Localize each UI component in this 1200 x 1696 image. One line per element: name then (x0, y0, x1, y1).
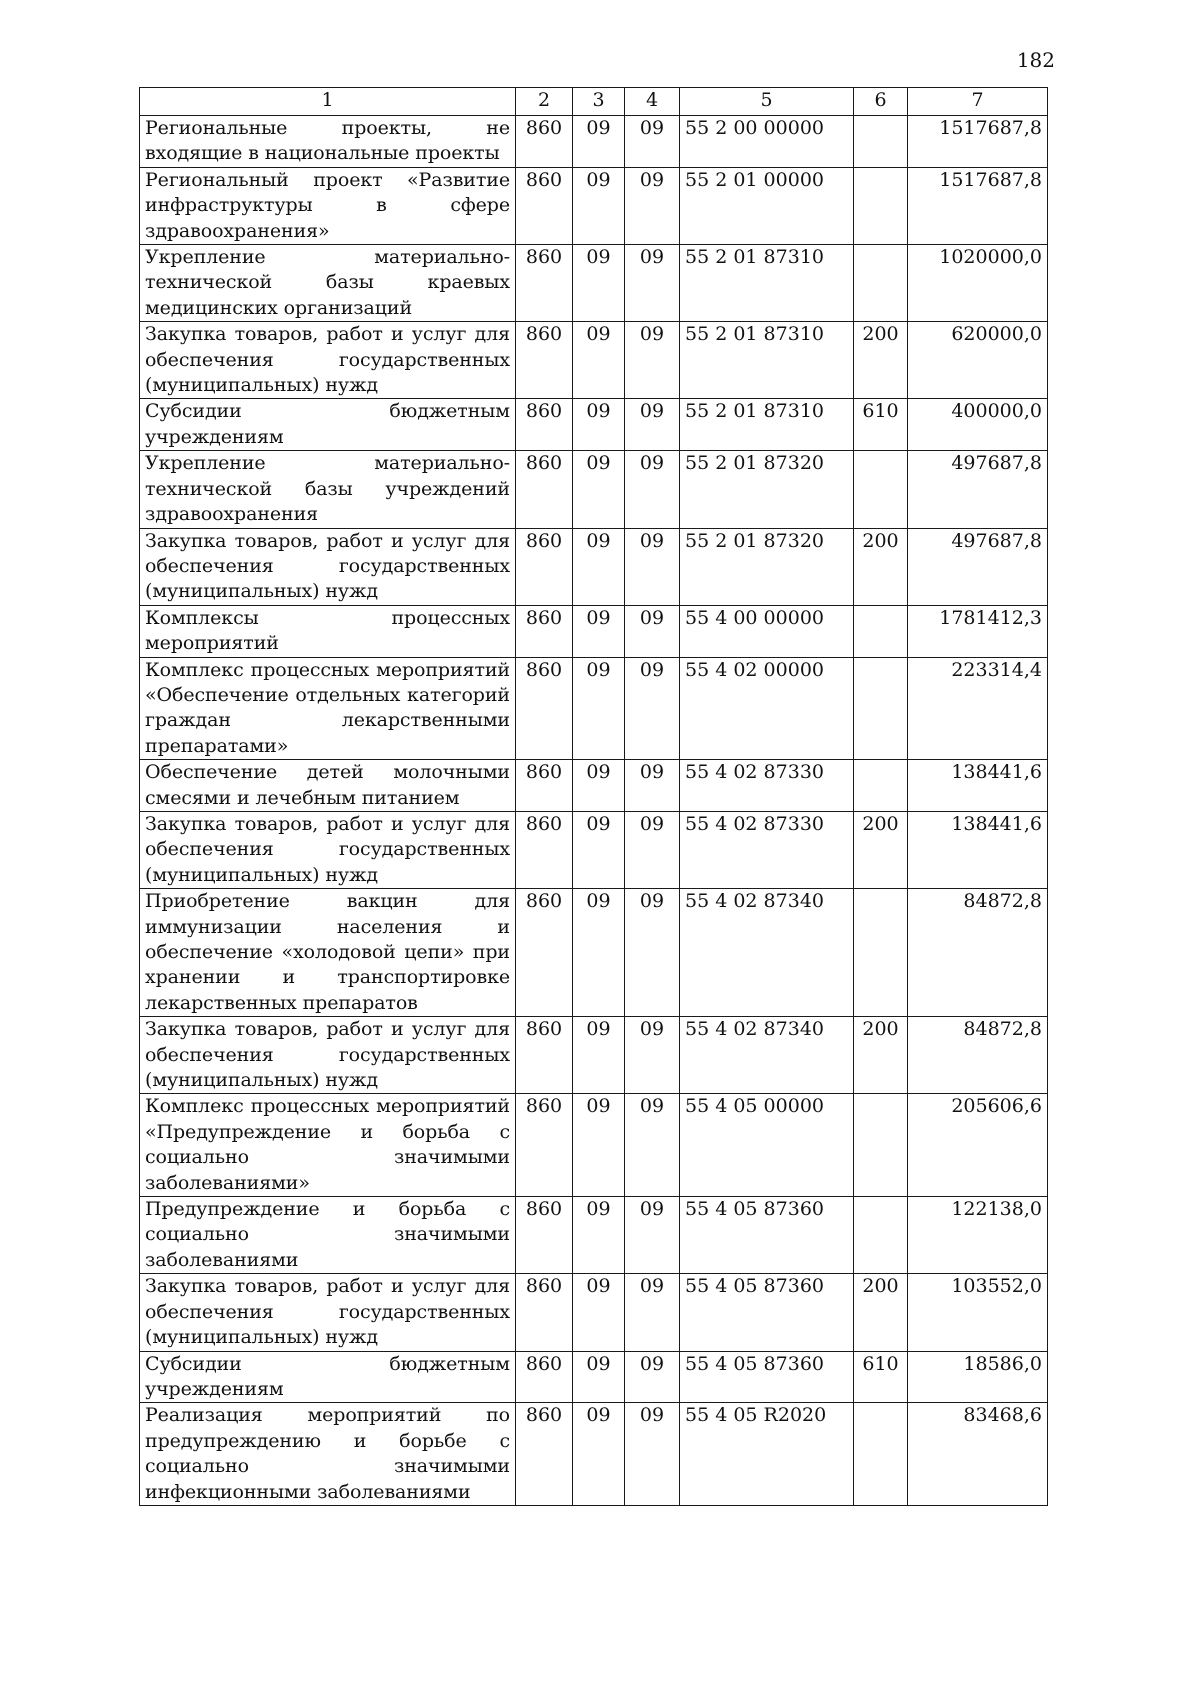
header-col-2: 2 (516, 88, 573, 116)
table-row (140, 116, 1048, 168)
row-col-6: 200 (854, 1274, 908, 1351)
row-col-3: 09 (573, 1274, 625, 1351)
table-row (140, 760, 1048, 812)
row-col-5: 55 4 02 87330 (680, 811, 854, 888)
row-name: Закупка товаров, работ и услуг для обеспечения государственных (муниципальных) нужд (140, 528, 516, 605)
row-col-2: 860 (516, 528, 573, 605)
row-col-3: 09 (573, 811, 625, 888)
row-name: Комплекс процессных мероприятий «Предупреждение и борьба с социально значимыми заболеваниями» (140, 1094, 516, 1197)
row-col-7: 83468,6 (908, 1403, 1048, 1506)
row-col-3: 09 (573, 760, 625, 812)
row-col-7: 1781412,3 (908, 605, 1048, 657)
row-col-2: 860 (516, 1197, 573, 1274)
row-col-4: 09 (625, 889, 680, 1017)
table-row (140, 1403, 1048, 1506)
row-col-6 (854, 451, 908, 528)
row-col-5: 55 4 02 87340 (680, 889, 854, 1017)
row-col-3: 09 (573, 451, 625, 528)
row-name: Закупка товаров, работ и услуг для обеспечения государственных (муниципальных) нужд (140, 1274, 516, 1351)
row-col-4: 09 (625, 1094, 680, 1197)
row-col-7: 205606,6 (908, 1094, 1048, 1197)
table-row (140, 451, 1048, 528)
row-col-6 (854, 116, 908, 168)
table-row (140, 811, 1048, 888)
row-col-5: 55 2 01 87310 (680, 322, 854, 399)
row-col-6 (854, 889, 908, 1017)
row-col-7: 1517687,8 (908, 116, 1048, 168)
row-col-6 (854, 167, 908, 244)
row-col-5: 55 2 01 87320 (680, 528, 854, 605)
row-col-4: 09 (625, 605, 680, 657)
row-col-7: 122138,0 (908, 1197, 1048, 1274)
row-col-4: 09 (625, 1197, 680, 1274)
row-col-4: 09 (625, 1403, 680, 1506)
row-col-2: 860 (516, 1351, 573, 1403)
row-col-5: 55 4 00 00000 (680, 605, 854, 657)
table-row (140, 399, 1048, 451)
row-col-5: 55 2 01 87320 (680, 451, 854, 528)
row-col-6: 200 (854, 528, 908, 605)
row-col-2: 860 (516, 889, 573, 1017)
row-col-3: 09 (573, 657, 625, 760)
table-row (140, 167, 1048, 244)
header-row (140, 88, 1048, 116)
row-name: Региональные проекты, не входящие в национальные проекты (140, 116, 516, 168)
row-name: Укрепление материально-технической базы краевых медицинских организаций (140, 245, 516, 322)
row-name: Предупреждение и борьба с социально значимыми заболеваниями (140, 1197, 516, 1274)
row-col-2: 860 (516, 811, 573, 888)
row-col-3: 09 (573, 245, 625, 322)
row-col-2: 860 (516, 399, 573, 451)
row-col-2: 860 (516, 605, 573, 657)
row-col-2: 860 (516, 116, 573, 168)
page-number: 182 (1016, 48, 1055, 72)
row-col-7: 138441,6 (908, 811, 1048, 888)
row-col-3: 09 (573, 1351, 625, 1403)
row-col-7: 223314,4 (908, 657, 1048, 760)
row-col-6 (854, 760, 908, 812)
row-col-6: 610 (854, 1351, 908, 1403)
row-col-6 (854, 657, 908, 760)
row-col-3: 09 (573, 167, 625, 244)
row-col-3: 09 (573, 528, 625, 605)
table-row (140, 1017, 1048, 1094)
row-col-2: 860 (516, 657, 573, 760)
row-col-6 (854, 245, 908, 322)
row-col-2: 860 (516, 1017, 573, 1094)
row-col-6: 200 (854, 1017, 908, 1094)
row-col-3: 09 (573, 1017, 625, 1094)
row-col-4: 09 (625, 811, 680, 888)
header-col-7: 7 (908, 88, 1048, 116)
row-col-6 (854, 1403, 908, 1506)
row-col-7: 620000,0 (908, 322, 1048, 399)
row-col-4: 09 (625, 1017, 680, 1094)
row-name: Закупка товаров, работ и услуг для обеспечения государственных (муниципальных) нужд (140, 811, 516, 888)
row-col-4: 09 (625, 528, 680, 605)
row-col-4: 09 (625, 1351, 680, 1403)
row-col-4: 09 (625, 322, 680, 399)
row-col-5: 55 4 05 00000 (680, 1094, 854, 1197)
row-col-7: 84872,8 (908, 1017, 1048, 1094)
row-col-3: 09 (573, 1403, 625, 1506)
row-col-5: 55 4 05 87360 (680, 1274, 854, 1351)
row-name: Приобретение вакцин для иммунизации населения и обеспечение «холодовой цепи» при хранении и транспортировке лекарственных препаратов (140, 889, 516, 1017)
row-col-2: 860 (516, 760, 573, 812)
row-col-7: 497687,8 (908, 528, 1048, 605)
row-col-3: 09 (573, 116, 625, 168)
row-col-5: 55 2 01 00000 (680, 167, 854, 244)
row-name: Комплекс процессных мероприятий «Обеспечение отдельных категорий граждан лекарственными препаратами» (140, 657, 516, 760)
row-col-2: 860 (516, 1274, 573, 1351)
header-col-5: 5 (680, 88, 854, 116)
table-row (140, 528, 1048, 605)
table-row (140, 657, 1048, 760)
row-col-5: 55 2 01 87310 (680, 399, 854, 451)
row-col-5: 55 4 02 87340 (680, 1017, 854, 1094)
table-body (140, 116, 1048, 1506)
row-col-4: 09 (625, 167, 680, 244)
header-col-6: 6 (854, 88, 908, 116)
row-name: Региональный проект «Развитие инфраструктуры в сфере здравоохранения» (140, 167, 516, 244)
row-col-5: 55 4 05 87360 (680, 1197, 854, 1274)
row-col-6: 200 (854, 811, 908, 888)
row-col-3: 09 (573, 1094, 625, 1197)
table-row (140, 245, 1048, 322)
row-col-2: 860 (516, 1403, 573, 1506)
row-col-2: 860 (516, 451, 573, 528)
row-name: Укрепление материально-технической базы учреждений здравоохранения (140, 451, 516, 528)
table-row (140, 1274, 1048, 1351)
row-name: Субсидии бюджетным учреждениям (140, 1351, 516, 1403)
row-col-6 (854, 1094, 908, 1197)
row-col-7: 84872,8 (908, 889, 1048, 1017)
row-col-4: 09 (625, 657, 680, 760)
table-row (140, 322, 1048, 399)
row-name: Субсидии бюджетным учреждениям (140, 399, 516, 451)
row-col-5: 55 4 05 R2020 (680, 1403, 854, 1506)
row-col-7: 1020000,0 (908, 245, 1048, 322)
header-col-1: 1 (140, 88, 516, 116)
header-col-3: 3 (573, 88, 625, 116)
header-col-4: 4 (625, 88, 680, 116)
row-col-6: 200 (854, 322, 908, 399)
row-col-7: 138441,6 (908, 760, 1048, 812)
row-col-2: 860 (516, 1094, 573, 1197)
row-col-4: 09 (625, 760, 680, 812)
row-name: Реализация мероприятий по предупреждению и борьбе с социально значимыми инфекционными заболеваниями (140, 1403, 516, 1506)
row-col-7: 103552,0 (908, 1274, 1048, 1351)
row-col-7: 400000,0 (908, 399, 1048, 451)
table-row (140, 1197, 1048, 1274)
row-col-3: 09 (573, 322, 625, 399)
budget-table (139, 87, 1048, 1506)
row-col-2: 860 (516, 167, 573, 244)
row-name: Закупка товаров, работ и услуг для обеспечения государственных (муниципальных) нужд (140, 322, 516, 399)
row-name: Обеспечение детей молочными смесями и лечебным питанием (140, 760, 516, 812)
row-col-4: 09 (625, 451, 680, 528)
row-col-5: 55 2 00 00000 (680, 116, 854, 168)
row-col-2: 860 (516, 245, 573, 322)
row-col-3: 09 (573, 399, 625, 451)
table-row (140, 1351, 1048, 1403)
row-col-6 (854, 1197, 908, 1274)
table-row (140, 605, 1048, 657)
row-col-7: 18586,0 (908, 1351, 1048, 1403)
row-col-6: 610 (854, 399, 908, 451)
row-col-2: 860 (516, 322, 573, 399)
row-col-4: 09 (625, 399, 680, 451)
row-col-3: 09 (573, 605, 625, 657)
row-col-4: 09 (625, 245, 680, 322)
row-col-6 (854, 605, 908, 657)
table-row (140, 889, 1048, 1017)
row-col-7: 1517687,8 (908, 167, 1048, 244)
row-col-5: 55 4 02 87330 (680, 760, 854, 812)
row-col-4: 09 (625, 116, 680, 168)
row-col-7: 497687,8 (908, 451, 1048, 528)
row-col-4: 09 (625, 1274, 680, 1351)
row-col-3: 09 (573, 1197, 625, 1274)
row-col-5: 55 4 02 00000 (680, 657, 854, 760)
row-col-5: 55 2 01 87310 (680, 245, 854, 322)
row-col-5: 55 4 05 87360 (680, 1351, 854, 1403)
row-col-3: 09 (573, 889, 625, 1017)
row-name: Комплексы процессных мероприятий (140, 605, 516, 657)
row-name: Закупка товаров, работ и услуг для обеспечения государственных (муниципальных) нужд (140, 1017, 516, 1094)
table-row (140, 1094, 1048, 1197)
